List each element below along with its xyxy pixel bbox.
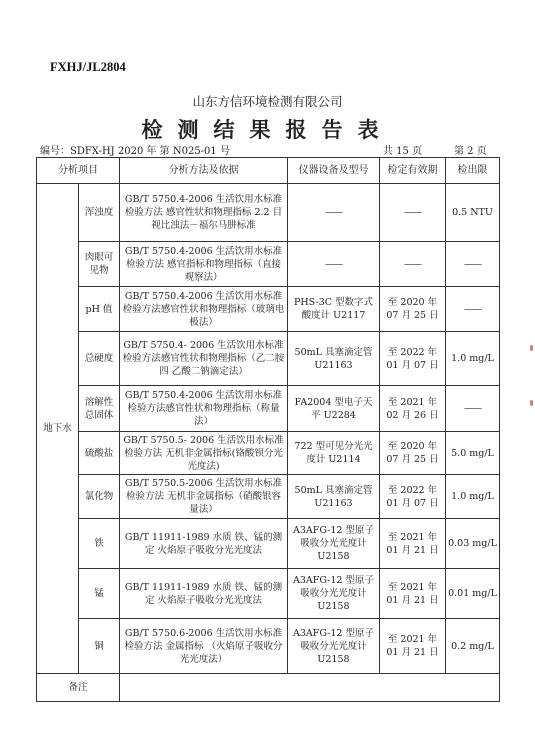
table-row: [37, 619, 500, 674]
validity-cell: 至 2020 年 07 月 25 日: [380, 432, 446, 475]
page-number: 第 2 页: [454, 146, 487, 157]
validity-cell: 至 2021 年 01 月 21 日: [380, 569, 446, 619]
method-cell: GB/T 5750.4-2006 生活饮用水标准检验方法感官性状和物理指标（玻璃电极法）: [120, 287, 288, 332]
validity-cell: 至 2022 年 01 月 07 日: [380, 475, 446, 519]
table-row: [37, 519, 500, 569]
table-row: [37, 569, 500, 619]
instrument-cell: ——: [288, 242, 380, 287]
limit-cell: 5.0 mg/L: [446, 432, 500, 475]
validity-cell: 至 2020 年 07 月 25 日: [380, 287, 446, 332]
method-cell: GB/T 5750.4-2006 生活饮用水标准检验方法感官性状和物理指标（称量法）: [120, 386, 288, 432]
remarks-row: [37, 674, 500, 702]
remarks-label: 备注: [37, 674, 120, 702]
instrument-cell: A3AFG-12 型原子吸收分光光度计 U2158: [288, 519, 380, 569]
company-name: 山东方信环境检测有限公司: [192, 94, 343, 109]
validity-cell: ——: [380, 242, 446, 287]
instrument-cell: A3AFG-12 型原子吸收分光光度计 U2158: [288, 619, 380, 674]
table-row: [37, 287, 500, 332]
item-cell: 肉眼可见物: [79, 242, 120, 287]
instrument-cell: 50mL 具塞滴定管 U21163: [288, 475, 380, 519]
limit-cell: 1.0 mg/L: [446, 475, 500, 519]
table-row: [37, 432, 500, 475]
table-row: [37, 242, 500, 287]
validity-cell: ——: [380, 184, 446, 242]
table-row: [37, 475, 500, 519]
report-number: 编号：SDFX-HJ 2020 年 第 N025-01 号: [40, 146, 230, 157]
scan-mark: [530, 345, 533, 351]
results-table: [36, 157, 500, 702]
method-cell: GB/T 11911-1989 水质 铁、锰的测定 火焰原子吸收分光光度法: [120, 569, 288, 619]
column-header-validity: 检定有效期: [380, 158, 446, 184]
item-cell: pH 值: [79, 287, 120, 332]
limit-cell: ——: [446, 287, 500, 332]
instrument-cell: 722 型可见分光光度计 U2114: [288, 432, 380, 475]
validity-cell: 至 2021 年 01 月 21 日: [380, 619, 446, 674]
item-cell: 溶解性总固体: [79, 386, 120, 432]
instrument-cell: FA2004 型电子天平 U2284: [288, 386, 380, 432]
limit-cell: ——: [446, 242, 500, 287]
column-header-item: 分析项目: [37, 158, 120, 184]
table-row: [37, 332, 500, 386]
report-title: 检测结果报告表: [141, 117, 394, 142]
total-pages: 共 15 页: [383, 146, 423, 157]
remarks-content: [120, 674, 500, 702]
column-header-method: 分析方法及依据: [120, 158, 288, 184]
item-cell: 硫酸盐: [79, 432, 120, 475]
item-cell: 铁: [79, 519, 120, 569]
item-cell: 总硬度: [79, 332, 120, 386]
validity-cell: 至 2022 年 01 月 07 日: [380, 332, 446, 386]
item-cell: 浑浊度: [79, 184, 120, 242]
category-cell: 地下水: [37, 184, 79, 674]
instrument-cell: PHS-3C 型数字式酸度计 U2117: [288, 287, 380, 332]
method-cell: GB/T 5750.5-2006 生活饮用水标准检验方法 无机非金属指标（硝酸银容量法）: [120, 475, 288, 519]
table-row: [37, 184, 500, 242]
column-header-instrument: 仪器设备及型号: [288, 158, 380, 184]
item-cell: 氯化物: [79, 475, 120, 519]
table-row: [37, 386, 500, 432]
limit-cell: 0.03 mg/L: [446, 519, 500, 569]
document-code: FXHJ/JL2804: [50, 60, 126, 74]
table-header-row: [37, 158, 500, 184]
limit-cell: 0.5 NTU: [446, 184, 500, 242]
scan-mark: [530, 400, 533, 406]
limit-cell: 1.0 mg/L: [446, 332, 500, 386]
validity-cell: 至 2021 年 01 月 21 日: [380, 519, 446, 569]
method-cell: GB/T 11911-1989 水质 铁、锰的测定 火焰原子吸收分光光度法: [120, 519, 288, 569]
instrument-cell: A3AFG-12 型原子吸收分光光度计 U2158: [288, 569, 380, 619]
column-header-limit: 检出限: [446, 158, 500, 184]
item-cell: 铜: [79, 619, 120, 674]
limit-cell: 0.2 mg/L: [446, 619, 500, 674]
instrument-cell: ——: [288, 184, 380, 242]
method-cell: GB/T 5750.4-2006 生活饮用水标准检验方法 感官指标和物理指标（直接观察法）: [120, 242, 288, 287]
method-cell: GB/T 5750.4-2006 生活饮用水标准检验方法 感官性状和物理指标 2.2 目视比浊法－福尔马肼标准: [120, 184, 288, 242]
instrument-cell: 50mL 具塞滴定管 U21163: [288, 332, 380, 386]
item-cell: 锰: [79, 569, 120, 619]
method-cell: GB/T 5750.6-2006 生活饮用水标准检验方法 金属指标 （火焰原子吸收分光光度法）: [120, 619, 288, 674]
method-cell: GB/T 5750.4- 2006 生活饮用水标准检验方法感官性状和物理指标（乙二胺四 乙酸二钠滴定法）: [120, 332, 288, 386]
limit-cell: ——: [446, 386, 500, 432]
validity-cell: 至 2021 年 02 月 26 日: [380, 386, 446, 432]
report-meta: [40, 142, 500, 157]
limit-cell: 0.01 mg/L: [446, 569, 500, 619]
method-cell: GB/T 5750.5- 2006 生活饮用水标准检验方法 无机非金属指标(铬酸钡分光光度法): [120, 432, 288, 475]
